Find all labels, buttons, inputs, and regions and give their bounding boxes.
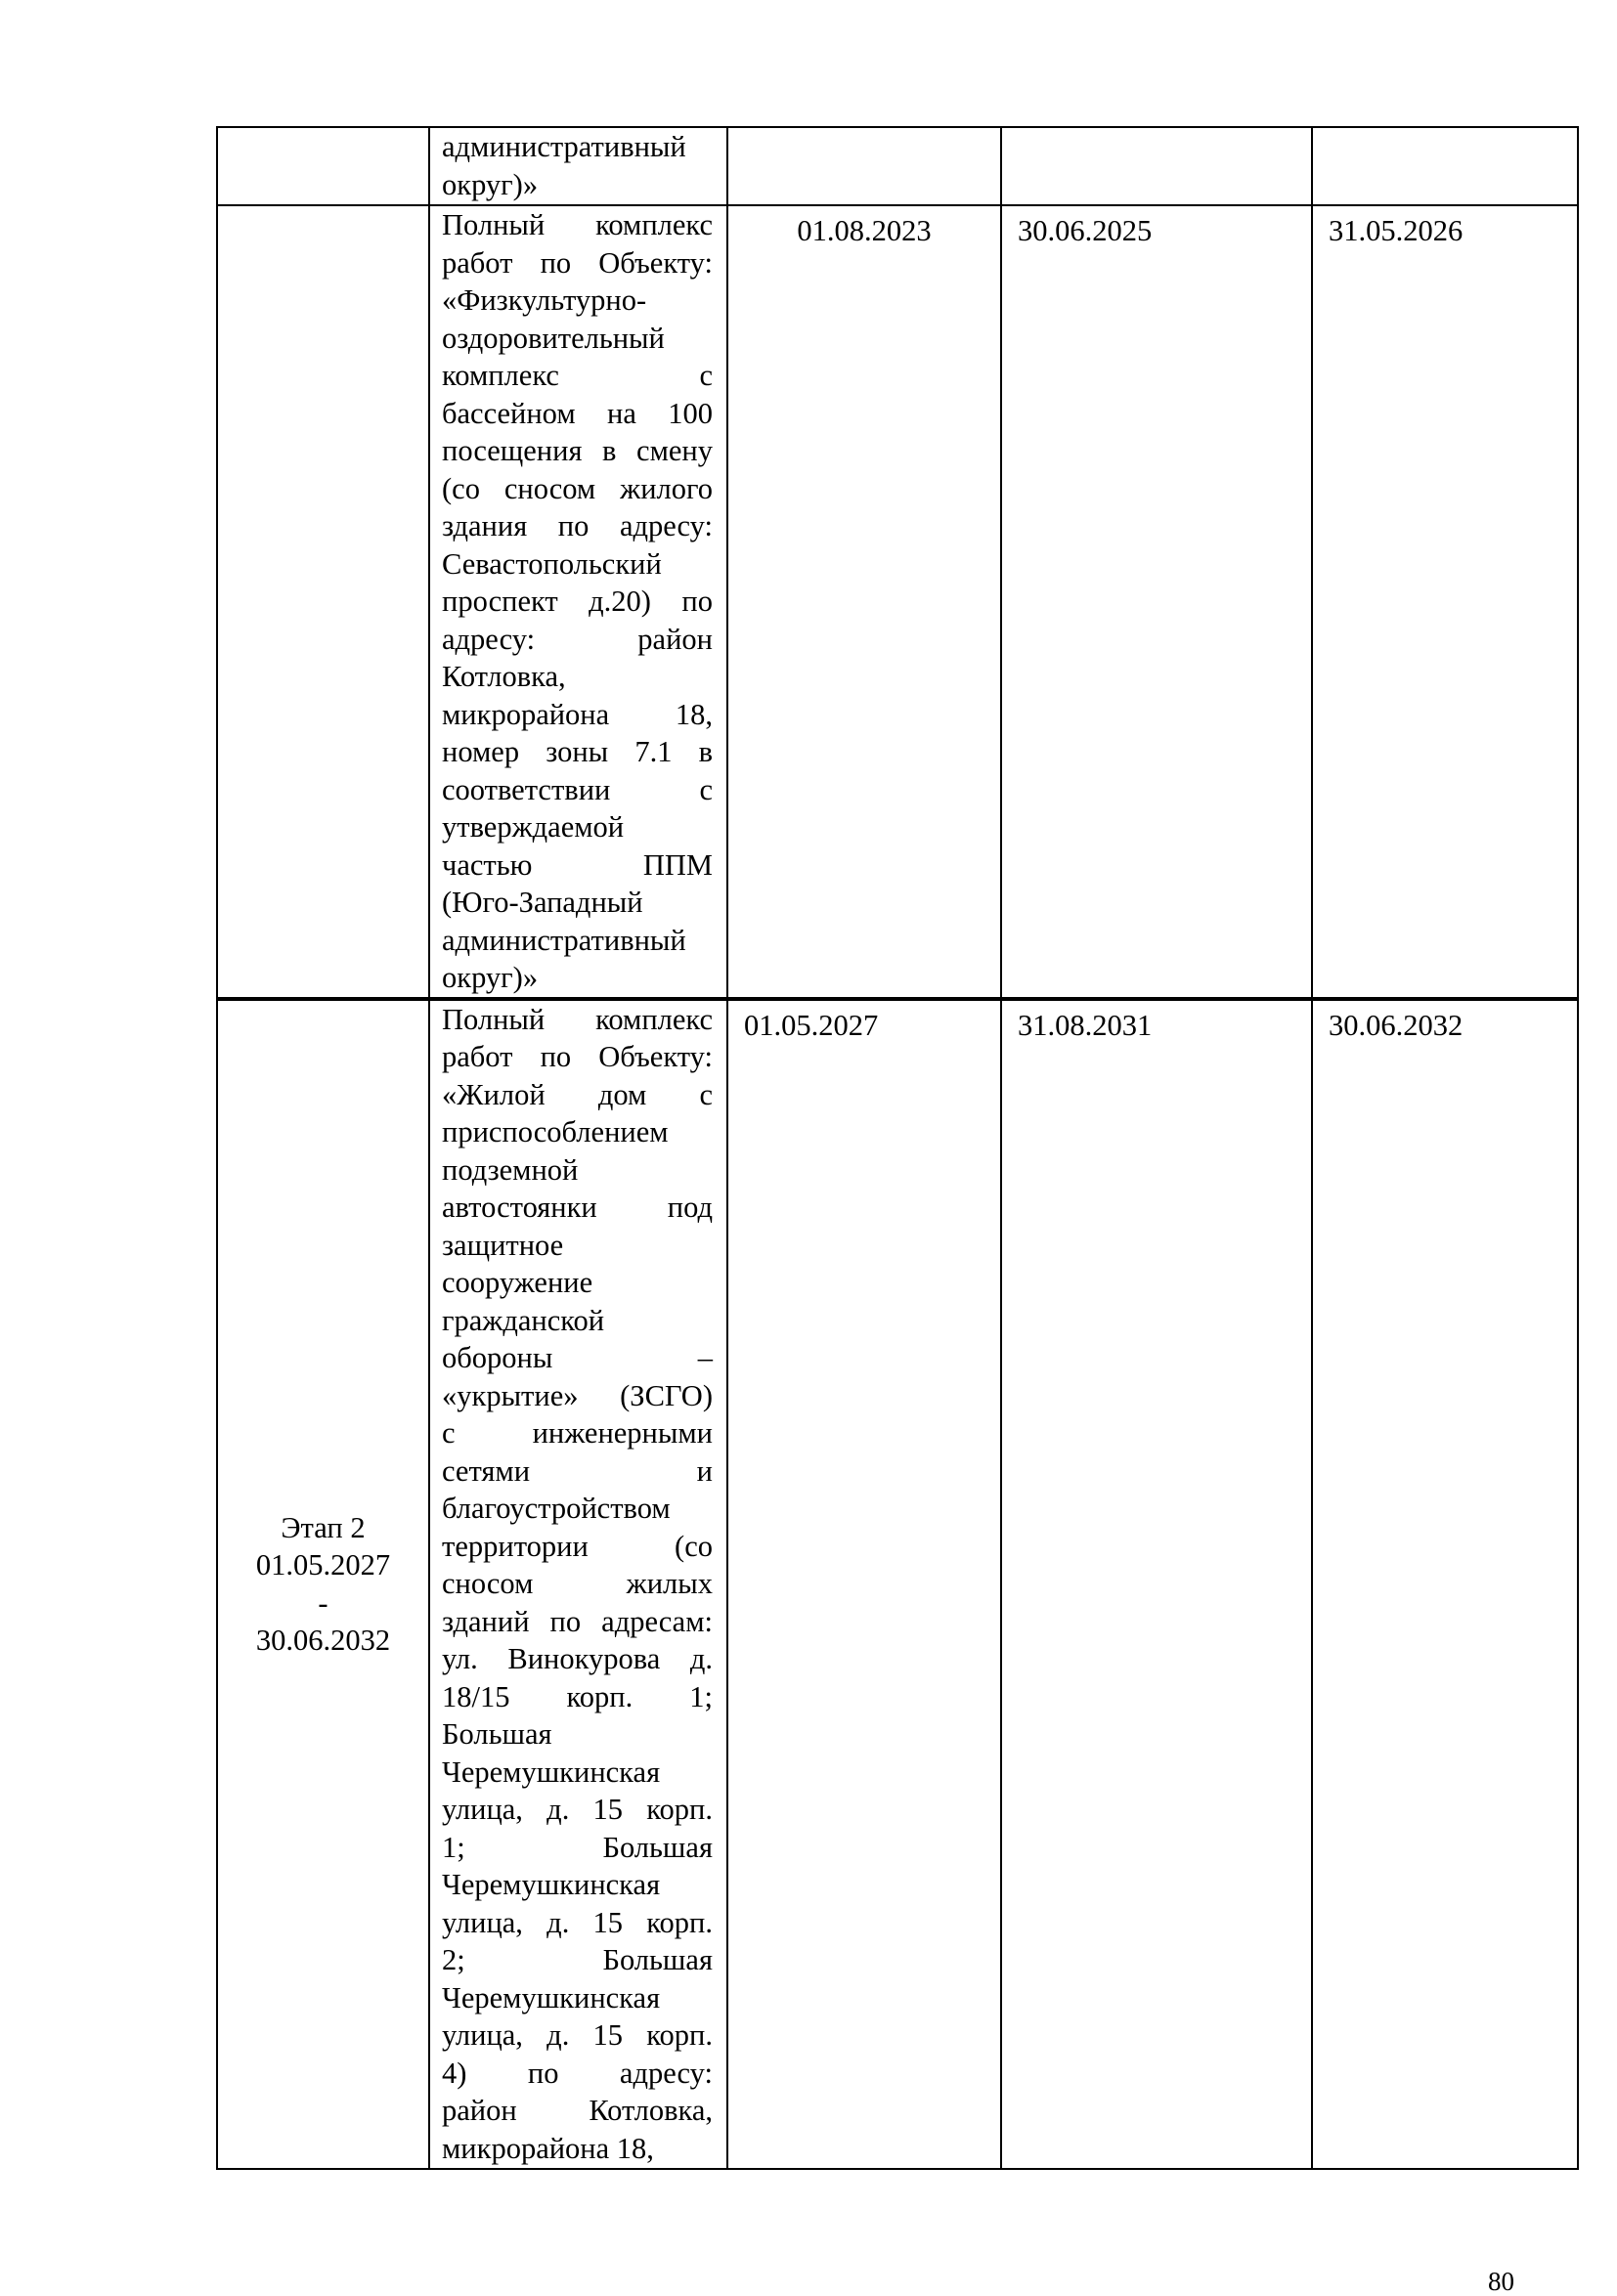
description-line: номер зоны 7.1 в [442, 735, 713, 768]
description-line: сетями и [442, 1453, 713, 1488]
description-line: соответствии с [442, 772, 713, 806]
description-line: микрорайона 18, [442, 2131, 654, 2165]
description-line: проспект д.20) по [442, 585, 713, 618]
description-line: территории (со [442, 1529, 713, 1563]
description-line: округ)» [442, 167, 539, 201]
description-line: 1; Большая [442, 1830, 713, 1864]
start-date-cell: 01.08.2023 [727, 205, 1001, 999]
description-line: с инженерными [442, 1416, 713, 1450]
description-line: гражданской [442, 1303, 605, 1337]
description-line: адресу: район [442, 622, 713, 656]
description-line: административный [442, 130, 686, 163]
deadline-date-cell [1312, 127, 1578, 205]
description-line: 2; Большая [442, 1943, 713, 1976]
description-line: сносом жилых [442, 1567, 713, 1600]
description-line: ул. Винокурова д. [442, 1642, 713, 1675]
description-line: бассейном на 100 [442, 396, 713, 430]
page-number: 80 [1488, 2267, 1514, 2296]
description-line: административный [442, 923, 686, 957]
object-description-cell [429, 205, 727, 999]
description-line: Большая [442, 1717, 552, 1751]
stage-dash: - [318, 1585, 328, 1620]
description-line: район Котловка, [442, 2094, 713, 2127]
description-line: (со сносом жилого [442, 471, 713, 505]
schedule-table [216, 126, 1579, 2170]
description-line: подземной [442, 1152, 579, 1187]
description-line: частью ППМ [442, 847, 713, 882]
description-line: 18/15 корп. 1; [442, 1679, 713, 1713]
stage-start-date: 01.05.2027 [255, 1548, 391, 1581]
description-line: Полный комплекс [442, 1002, 713, 1036]
description-line: округ)» [442, 961, 539, 994]
description-line: улица, д. 15 корп. [442, 1793, 713, 1826]
deadline-date-cell: 30.06.2032 [1312, 999, 1578, 2169]
description-line: оздоровительный [442, 321, 665, 355]
description-line: улица, д. 15 корп. [442, 1905, 713, 1939]
deadline-date-cell: 31.05.2026 [1312, 205, 1578, 999]
description-line: посещения в смену [442, 434, 713, 467]
description-line: Котловка, [442, 660, 566, 693]
description-line: автостоянки под [442, 1191, 713, 1224]
end-date-cell [1001, 127, 1312, 205]
description-line: благоустройством [442, 1492, 671, 1525]
description-line: Черемушкинская [442, 1980, 661, 2014]
table-row [217, 999, 1578, 2169]
table-row [217, 127, 1578, 205]
description-line: (Юго-Западный [442, 886, 643, 919]
stage-end-date: 30.06.2032 [255, 1624, 391, 1657]
description-line: «укрытие» (ЗСГО) [442, 1378, 713, 1412]
end-date-cell: 31.08.2031 [1001, 999, 1312, 2169]
end-date-cell: 30.06.2025 [1001, 205, 1312, 999]
stage-cell [217, 205, 429, 999]
stage-title: Этап 2 [281, 1510, 366, 1544]
description-line: микрорайона 18, [442, 697, 713, 731]
object-description-cell [429, 999, 727, 2169]
description-line: «Физкультурно- [442, 283, 647, 317]
start-date-cell [727, 127, 1001, 205]
description-line: здания по адресу: [442, 509, 713, 542]
start-date-cell: 01.05.2027 [727, 999, 1001, 2169]
description-line: приспособлением [442, 1115, 669, 1148]
description-line: улица, д. 15 корп. [442, 2018, 713, 2052]
description-line: работ по Объекту: [442, 245, 713, 280]
description-line: комплекс с [442, 359, 713, 392]
description-line: защитное [442, 1228, 564, 1262]
stage-cell [217, 999, 429, 2169]
description-line: Черемушкинская [442, 1754, 661, 1789]
description-line: Полный комплекс [442, 208, 713, 241]
object-description-cell [429, 127, 727, 205]
description-line: Черемушкинская [442, 1868, 661, 1901]
description-line: «Жилой дом с [442, 1077, 713, 1111]
description-line: зданий по адресам: [442, 1604, 713, 1638]
description-line: работ по Объекту: [442, 1040, 713, 1073]
description-line: 4) по адресу: [442, 2056, 713, 2090]
description-line: Севастопольский [442, 546, 662, 581]
table-row [217, 205, 1578, 999]
description-line: сооружение [442, 1266, 593, 1299]
stage-cell [217, 127, 429, 205]
description-line: обороны – [442, 1341, 713, 1374]
description-line: утверждаемой [442, 810, 625, 844]
